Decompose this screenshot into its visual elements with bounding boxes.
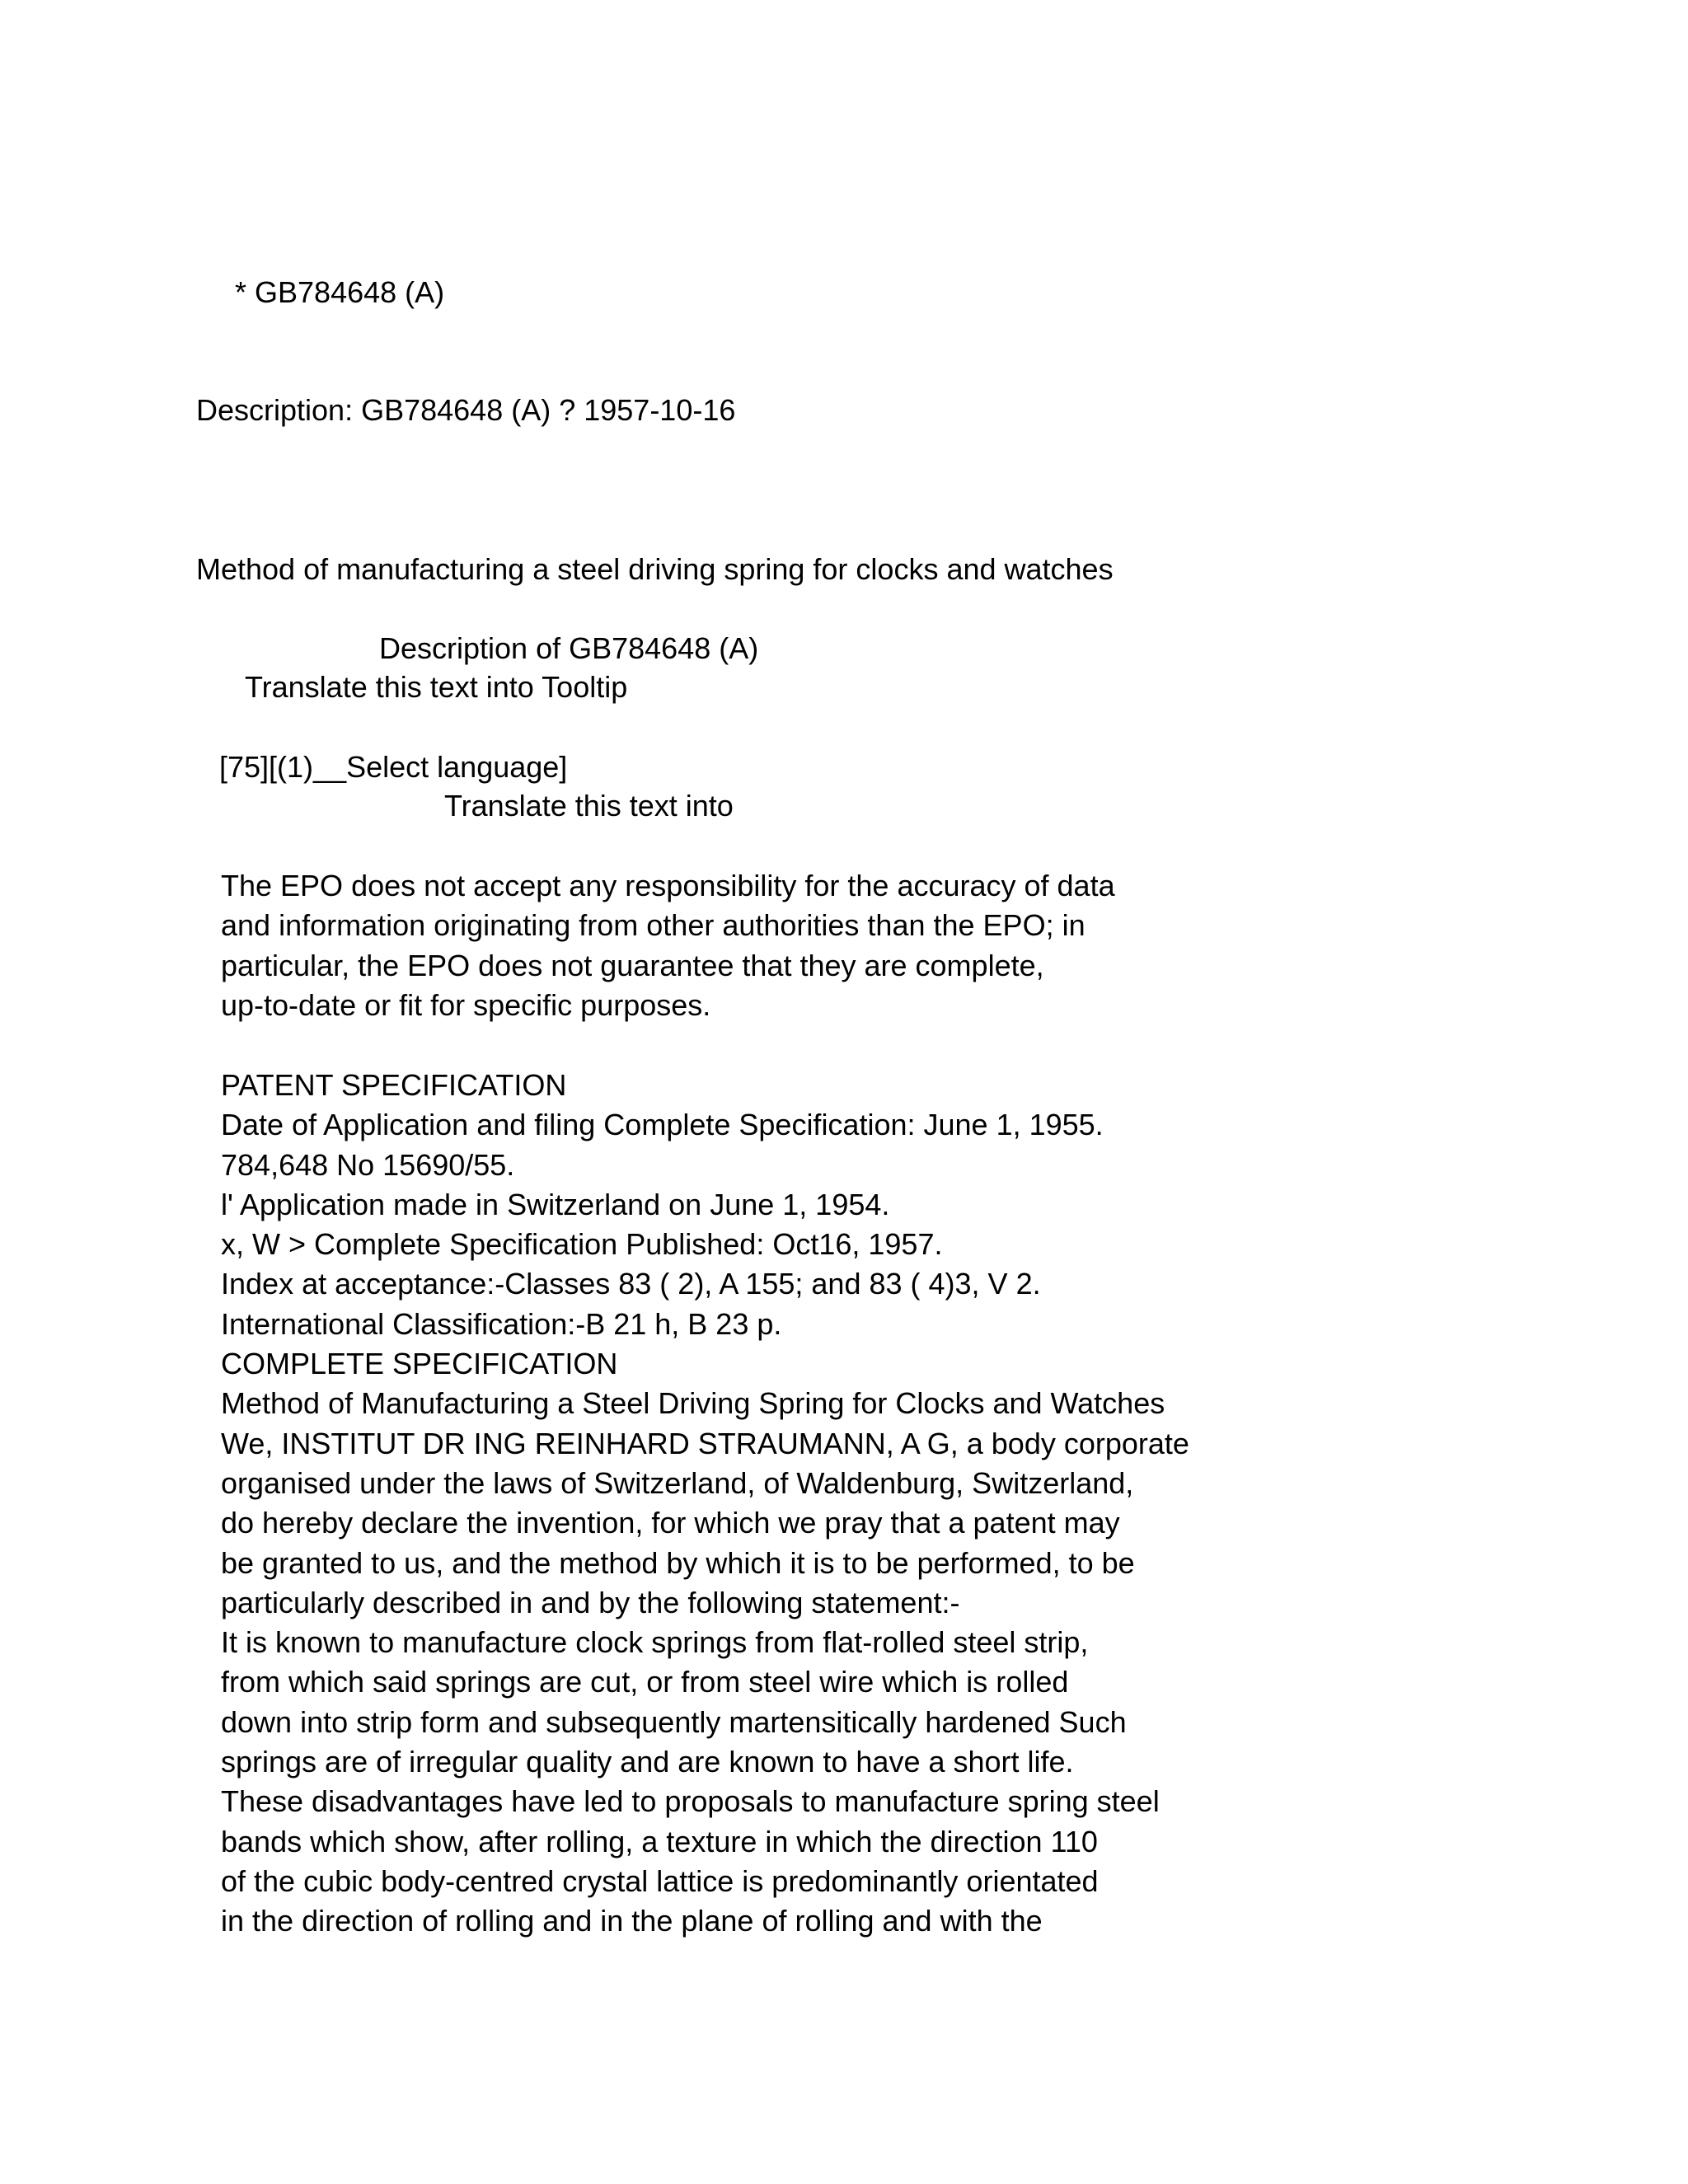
description-line: Description: GB784648 (A) ? 1957-10-16: [196, 393, 736, 427]
spec-line: be granted to us, and the method by which it is to be performed, to be: [221, 1545, 1135, 1580]
spec-line: Index at acceptance:-Classes 83 ( 2), A 155; and 83 ( 4)3, V 2.: [221, 1267, 1041, 1301]
spec-line: do hereby declare the invention, for which we pray that a patent may: [221, 1506, 1120, 1540]
spec-line: particularly described in and by the following statement:-: [221, 1585, 960, 1619]
spec-line: l' Application made in Switzerland on June 1, 1954.: [221, 1187, 890, 1221]
spec-line: of the cubic body-centred crystal lattice is predominantly orientated: [221, 1863, 1099, 1898]
spec-line: These disadvantages have led to proposals to manufacture spring steel: [221, 1784, 1160, 1819]
spec-line: It is known to manufacture clock springs from flat-rolled steel strip,: [221, 1625, 1089, 1660]
translate-label[interactable]: Translate this text into: [444, 789, 734, 823]
spec-line: springs are of irregular quality and are known to have a short life.: [221, 1745, 1074, 1779]
disclaimer-line: particular, the EPO does not guarantee that they are complete,: [221, 948, 1044, 982]
spec-line: x, W > Complete Specification Published: Oct16, 1957.: [221, 1227, 943, 1262]
spec-heading: PATENT SPECIFICATION: [221, 1068, 567, 1102]
spec-line: Method of Manufacturing a Steel Driving Spring for Clocks and Watches: [221, 1386, 1165, 1421]
spec-line: from which said springs are cut, or from steel wire which is rolled: [221, 1665, 1069, 1699]
specification-block: [221, 1066, 1189, 1942]
spec-line: We, INSTITUT DR ING REINHARD STRAUMANN, A G, a body corporate: [221, 1426, 1189, 1460]
translate-tooltip-link[interactable]: Translate this text into Tooltip: [245, 670, 628, 704]
disclaimer-line: up-to-date or fit for specific purposes.: [221, 987, 711, 1022]
spec-line: International Classification:-B 21 h, B 23 p.: [221, 1306, 782, 1341]
document-title: Method of manufacturing a steel driving spring for clocks and watches: [196, 552, 1114, 586]
language-select[interactable]: [75][(1)__Select language]: [219, 750, 568, 784]
spec-heading: COMPLETE SPECIFICATION: [221, 1347, 618, 1381]
spec-line: organised under the laws of Switzerland, of Waldenburg, Switzerland,: [221, 1465, 1134, 1500]
disclaimer-block: [221, 866, 1115, 1025]
spec-line: in the direction of rolling and in the plane of rolling and with the: [221, 1904, 1043, 1938]
spec-line: bands which show, after rolling, a texture in which the direction 110: [221, 1824, 1098, 1858]
spec-line: down into strip form and subsequently martensitically hardened Such: [221, 1704, 1127, 1739]
publication-id: * GB784648 (A): [235, 275, 445, 309]
disclaimer-line: and information originating from other authorities than the EPO; in: [221, 908, 1085, 943]
spec-line: Date of Application and filing Complete Specification: June 1, 1955.: [221, 1108, 1104, 1142]
spec-line: 784,648 No 15690/55.: [221, 1147, 515, 1182]
description-of-label: Description of GB784648 (A): [379, 631, 759, 665]
disclaimer-line: The EPO does not accept any responsibility for the accuracy of data: [221, 869, 1115, 902]
